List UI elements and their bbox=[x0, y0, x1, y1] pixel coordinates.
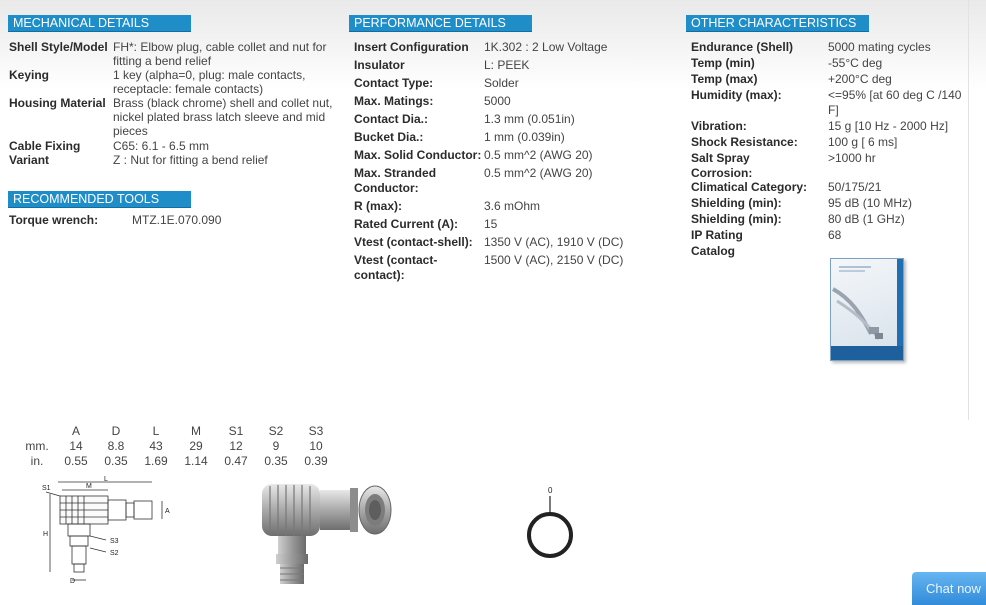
performance-row bbox=[354, 166, 593, 196]
drawing-label-s2: S2 bbox=[110, 550, 119, 557]
other-label bbox=[691, 119, 828, 134]
mechanical-value bbox=[113, 40, 343, 68]
other-characteristics-header: OTHER CHARACTERISTICS bbox=[686, 15, 869, 32]
other-row bbox=[691, 88, 966, 118]
performance-row bbox=[354, 253, 623, 283]
other-label-line: Vibration: bbox=[691, 119, 747, 133]
catalog-bottom-bar bbox=[831, 346, 903, 360]
dimensions-cell: 10 bbox=[309, 438, 323, 453]
dimensions-cell: 0.39 bbox=[304, 453, 328, 468]
mechanical-value-line: nickel plated brass latch sleeve and mid bbox=[113, 110, 326, 124]
recommended-tools-header: RECOMMENDED TOOLS bbox=[8, 191, 191, 208]
performance-label-line: Vtest (contact-shell): bbox=[354, 235, 473, 249]
other-value bbox=[828, 196, 966, 211]
dimensions-cell: 14 bbox=[69, 438, 83, 453]
performance-label-line: Max. Matings: bbox=[354, 94, 434, 108]
drawing-label-l: L bbox=[104, 476, 108, 483]
mechanical-value bbox=[113, 68, 343, 96]
mechanical-value-line: C65: 6.1 - 6.5 mm bbox=[113, 139, 210, 153]
keying-label: 0 bbox=[548, 486, 553, 495]
performance-label-line: Contact Dia.: bbox=[354, 112, 429, 126]
other-label-line: Temp (max) bbox=[691, 72, 758, 86]
performance-label-line: Insert Configuration bbox=[354, 40, 469, 54]
performance-row bbox=[354, 199, 540, 214]
other-value-line: F] bbox=[828, 103, 839, 117]
other-label bbox=[691, 212, 828, 227]
mechanical-label: Keying bbox=[9, 68, 50, 82]
performance-value: 0.5 mm^2 (AWG 20) bbox=[484, 166, 593, 180]
performance-value: 1350 V (AC), 1910 V (DC) bbox=[484, 235, 624, 249]
other-row bbox=[691, 228, 966, 243]
performance-value: 5000 bbox=[484, 94, 511, 108]
mechanical-row bbox=[9, 153, 343, 167]
keying-diagram bbox=[524, 484, 578, 560]
drawing-label-h: H bbox=[43, 531, 49, 538]
mechanical-value-line: fitting a bend relief bbox=[113, 54, 212, 68]
performance-label bbox=[354, 235, 484, 250]
performance-row bbox=[354, 235, 623, 250]
dimensions-cell: 43 bbox=[149, 438, 163, 453]
other-value bbox=[828, 56, 966, 71]
performance-value: Solder bbox=[484, 76, 519, 90]
dimensions-header-cell: S3 bbox=[308, 423, 324, 438]
mechanical-label: Housing Material bbox=[9, 96, 106, 110]
catalog-cable-icon bbox=[831, 259, 897, 360]
performance-label-line: Conductor: bbox=[354, 181, 419, 195]
performance-row bbox=[354, 40, 607, 55]
other-label-line: Humidity (max): bbox=[691, 88, 782, 102]
dimensions-header-cell: L bbox=[152, 423, 160, 438]
other-value-line: -55°C deg bbox=[828, 56, 883, 70]
other-value bbox=[828, 72, 966, 87]
other-label-line: Shielding (min): bbox=[691, 212, 782, 226]
dimensions-row bbox=[18, 453, 336, 468]
performance-value: 3.6 mOhm bbox=[484, 199, 541, 213]
other-value bbox=[828, 119, 966, 134]
performance-row bbox=[354, 148, 593, 163]
performance-row bbox=[354, 58, 529, 73]
dimensions-cell: in. bbox=[30, 453, 44, 468]
performance-label bbox=[354, 253, 484, 283]
other-label bbox=[691, 40, 828, 55]
performance-value: 15 bbox=[484, 217, 498, 231]
drawing-label-a: A bbox=[165, 508, 170, 515]
performance-value: 1 mm (0.039in) bbox=[484, 130, 565, 144]
other-label-line: IP Rating bbox=[691, 228, 743, 242]
other-value-line: +200°C deg bbox=[828, 72, 892, 86]
performance-label-line: Contact Type: bbox=[354, 76, 434, 90]
performance-value: 1500 V (AC), 2150 V (DC) bbox=[484, 253, 624, 267]
other-row bbox=[691, 212, 966, 227]
mechanical-value-line: pieces bbox=[113, 124, 148, 138]
performance-row bbox=[354, 94, 511, 109]
drawing-label-m: M bbox=[86, 483, 92, 490]
chat-now-button[interactable]: Chat now bbox=[912, 572, 986, 605]
mechanical-value bbox=[113, 153, 343, 167]
dimensions-cell: 0.47 bbox=[224, 453, 248, 468]
other-label bbox=[691, 244, 828, 259]
other-row bbox=[691, 72, 966, 87]
performance-label-line: Insulator bbox=[354, 58, 405, 72]
other-value bbox=[828, 135, 966, 150]
dimensions-header-cell: S1 bbox=[228, 423, 244, 438]
mechanical-value-line: FH*: Elbow plug, cable collet and nut for bbox=[113, 40, 327, 54]
mechanical-row bbox=[9, 96, 343, 138]
performance-value: 1.3 mm (0.051in) bbox=[484, 112, 575, 126]
other-value bbox=[828, 212, 966, 227]
performance-label-line: contact): bbox=[354, 268, 405, 282]
dimensions-header-cell bbox=[18, 423, 56, 438]
performance-label bbox=[354, 58, 484, 73]
other-label-line: Shielding (min): bbox=[691, 196, 782, 210]
performance-label bbox=[354, 112, 484, 127]
other-value-line: 15 g [10 Hz - 2000 Hz] bbox=[828, 119, 949, 133]
other-value-line: <=95% [at 60 deg C /140 bbox=[828, 88, 962, 102]
other-label-line: Corrosion: bbox=[691, 166, 753, 180]
other-value bbox=[828, 228, 966, 243]
dimensions-cell: 1.14 bbox=[184, 453, 208, 468]
tool-label: Torque wrench: bbox=[9, 213, 99, 227]
other-label bbox=[691, 228, 828, 243]
other-label bbox=[691, 196, 828, 211]
performance-value: 0.5 mm^2 (AWG 20) bbox=[484, 148, 593, 162]
dimensions-cell: 0.35 bbox=[104, 453, 128, 468]
tool-value: MTZ.1E.070.090 bbox=[132, 213, 222, 227]
mechanical-row bbox=[9, 40, 343, 68]
dimensions-cell: 8.8 bbox=[107, 438, 125, 453]
performance-label bbox=[354, 199, 484, 214]
other-row bbox=[691, 40, 966, 55]
other-row bbox=[691, 56, 966, 71]
dimensions-cell: 12 bbox=[229, 438, 243, 453]
mechanical-value-line: receptacle: female contacts) bbox=[113, 82, 264, 96]
performance-label bbox=[354, 130, 484, 145]
performance-label bbox=[354, 94, 484, 109]
column-divider bbox=[968, 0, 969, 420]
performance-label-line: Max. Solid Conductor: bbox=[354, 148, 482, 162]
mechanical-label: Cable Fixing bbox=[9, 139, 81, 153]
performance-label-line: Rated Current (A): bbox=[354, 217, 458, 231]
other-row bbox=[691, 180, 966, 195]
other-value-line: 50/175/21 bbox=[828, 180, 882, 194]
performance-value: 1K.302 : 2 Low Voltage bbox=[484, 40, 608, 54]
technical-drawing bbox=[40, 476, 180, 588]
performance-row bbox=[354, 112, 575, 127]
dimensions-header-cell: D bbox=[111, 423, 121, 438]
performance-details-header: PERFORMANCE DETAILS bbox=[349, 15, 532, 32]
dimensions-cell: mm. bbox=[25, 438, 49, 453]
mechanical-value-line: Brass (black chrome) shell and collet nut, bbox=[113, 96, 333, 110]
other-value bbox=[828, 244, 966, 259]
other-label-line: Climatical Category: bbox=[691, 180, 808, 194]
other-value-line: 100 g [ 6 ms] bbox=[828, 135, 898, 149]
mechanical-value bbox=[113, 139, 343, 153]
other-value-line: 80 dB (1 GHz) bbox=[828, 212, 905, 226]
performance-row bbox=[354, 217, 497, 232]
other-value-line: 5000 mating cycles bbox=[828, 40, 931, 54]
other-label bbox=[691, 135, 828, 150]
other-row bbox=[691, 119, 966, 134]
mechanical-row bbox=[9, 68, 343, 96]
catalog-spine bbox=[897, 259, 903, 360]
other-label bbox=[691, 180, 828, 195]
performance-label-line: R (max): bbox=[354, 199, 403, 213]
dimensions-header-cell: S2 bbox=[268, 423, 284, 438]
dimensions-cell: 0.55 bbox=[64, 453, 88, 468]
other-label-line: Shock Resistance: bbox=[691, 135, 798, 149]
connector-photo bbox=[258, 478, 398, 588]
performance-value: L: PEEK bbox=[484, 58, 530, 72]
performance-row bbox=[354, 130, 565, 145]
performance-label bbox=[354, 40, 484, 55]
mechanical-value-line: Z : Nut for fitting a bend relief bbox=[113, 153, 268, 167]
dimensions-cell: 0.35 bbox=[264, 453, 288, 468]
other-value bbox=[828, 180, 966, 195]
mechanical-value bbox=[113, 96, 343, 138]
drawing-label-s1: S1 bbox=[42, 485, 51, 492]
mechanical-label: Shell Style/Model bbox=[9, 40, 108, 54]
other-value-line: 95 dB (10 MHz) bbox=[828, 196, 913, 210]
other-row bbox=[691, 196, 966, 211]
performance-label bbox=[354, 148, 484, 163]
dimensions-header-cell: A bbox=[71, 423, 80, 438]
dimensions-header-row bbox=[18, 423, 336, 438]
dimensions-cell: 29 bbox=[189, 438, 203, 453]
drawing-label-s3: S3 bbox=[110, 538, 119, 545]
dimensions-row bbox=[18, 438, 336, 453]
other-value bbox=[828, 40, 966, 55]
other-row bbox=[691, 151, 966, 181]
dimensions-header-cell: M bbox=[191, 423, 201, 438]
dimensions-table bbox=[18, 423, 336, 468]
other-label-line: Endurance (Shell) bbox=[691, 40, 794, 54]
mechanical-label: Variant bbox=[9, 153, 50, 167]
performance-label-line: Bucket Dia.: bbox=[354, 130, 424, 144]
other-row bbox=[691, 135, 966, 150]
other-value-line: 68 bbox=[828, 228, 842, 242]
other-label bbox=[691, 151, 828, 181]
other-row bbox=[691, 244, 966, 259]
performance-label bbox=[354, 166, 484, 196]
other-label-line: Temp (min) bbox=[691, 56, 755, 70]
dimensions-cell: 9 bbox=[272, 438, 280, 453]
other-label-line: Salt Spray bbox=[691, 151, 750, 165]
performance-label bbox=[354, 217, 484, 232]
performance-row bbox=[354, 76, 519, 91]
performance-label-line: Max. Stranded bbox=[354, 166, 437, 180]
other-label bbox=[691, 72, 828, 87]
mechanical-row bbox=[9, 139, 343, 153]
other-label bbox=[691, 56, 828, 71]
drawing-label-d: D bbox=[70, 578, 76, 585]
other-label bbox=[691, 88, 828, 118]
other-value bbox=[828, 151, 966, 181]
other-label-line: Catalog bbox=[691, 244, 736, 258]
mechanical-details-header: MECHANICAL DETAILS bbox=[8, 15, 191, 32]
other-value bbox=[828, 88, 966, 118]
catalog-thumbnail[interactable] bbox=[830, 258, 904, 361]
dimensions-cell: 1.69 bbox=[144, 453, 168, 468]
other-value-line: >1000 hr bbox=[828, 151, 876, 165]
mechanical-value-line: 1 key (alpha=0, plug: male contacts, bbox=[113, 68, 306, 82]
performance-label bbox=[354, 76, 484, 91]
tool-row bbox=[9, 213, 221, 227]
performance-label-line: Vtest (contact- bbox=[354, 253, 438, 267]
